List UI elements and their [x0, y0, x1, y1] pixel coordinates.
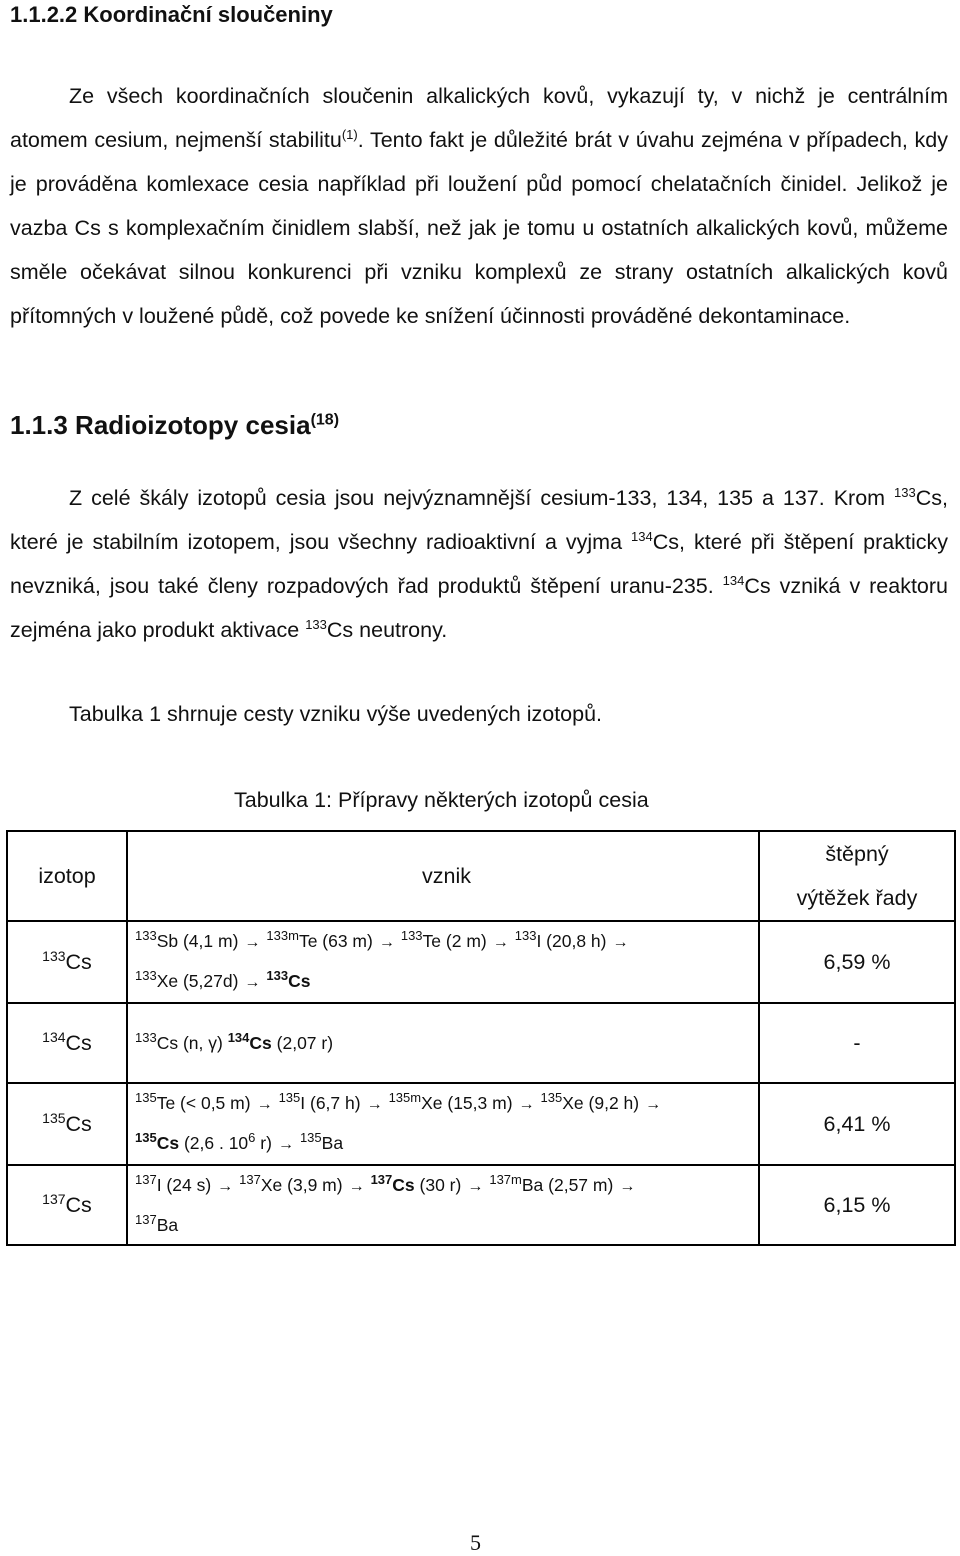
mass-number: 137 [135, 1172, 157, 1188]
mass-number: 133 [305, 616, 327, 632]
subsection-heading: 1.1.2.2 Koordinační sloučeniny [10, 2, 333, 27]
nuclide-text: (2,07 r) [276, 1033, 334, 1053]
mass-number: 137 [239, 1172, 261, 1188]
nuclide-text: Xe (3,9 m) [260, 1175, 343, 1195]
yield-cell: 6,41 % [759, 1083, 955, 1165]
isotope-cell [7, 1003, 127, 1083]
mass-number: 135 [278, 1090, 301, 1106]
mass-number: 137m [489, 1172, 522, 1188]
mass-number: 133 [400, 928, 423, 944]
paragraph-coordination [10, 74, 948, 338]
nuclide-text: Xe (9,2 h) [562, 1093, 640, 1113]
nuclide-text: (2,6 . 10 [183, 1133, 249, 1153]
arrow-icon: → [518, 1096, 535, 1113]
element-symbol: Cs [65, 1030, 92, 1055]
table-header-row [7, 831, 955, 921]
mass-number: 135 [135, 1130, 157, 1146]
nuclide-text: Cs (n, γ) [156, 1033, 223, 1053]
element-symbol: Cs [65, 1192, 92, 1217]
table-row [7, 1165, 955, 1245]
decay-chain-line [135, 922, 758, 962]
isotope-cell [7, 1083, 127, 1165]
paragraph-text: Krom [833, 486, 886, 510]
paragraph-text: Cs neutrony. [326, 618, 448, 642]
mass-number: 137 [135, 1212, 157, 1228]
header-isotope: izotop [7, 831, 127, 921]
isotope-cell [7, 1165, 127, 1245]
mass-number: 133 [266, 968, 289, 984]
mass-number: 135 [42, 1109, 66, 1126]
nuclide-text: Ba [321, 1133, 344, 1153]
mass-number: 134 [227, 1030, 250, 1046]
nuclide-text: (30 r) [419, 1175, 462, 1195]
paragraph-text: Ze všech koordinačních sloučenin alkalických kovů, vykazují ty, v nichž je centrálním atomem cesium, nejmenší stabilitu [10, 84, 948, 152]
mass-number: 135m [388, 1090, 422, 1106]
paragraph-text: . Tento fakt je důležité brát v úvahu zejména v případech, kdy je prováděna komlexace cesia například při loužení půd pomocí chelatačních činidel. Jelikož je vazba Cs s komplexačním činidlem slabší, než jak je tomu u ostatních alkalických kovů, můžeme směle očekávat silnou konkurenci při vzniku komplexů ze strany ostatních alkalických kovů přítomných v loužené půdě, což povede ke snížení účinnosti prováděné dekontaminace. [10, 128, 948, 328]
element-symbol: Cs [65, 1111, 92, 1136]
paragraph-text: Cs vzniká v reaktoru zejména jako produkt aktivace [10, 574, 948, 642]
arrow-icon: → [217, 1178, 234, 1195]
element-symbol: Cs [65, 949, 92, 974]
table-row [7, 1083, 955, 1165]
arrow-icon: → [612, 934, 629, 951]
origin-cell [127, 921, 759, 1003]
decay-chain-line [135, 1206, 758, 1244]
table-row [7, 1003, 955, 1083]
decay-chain-line [135, 1124, 758, 1164]
decay-chain-line [135, 1166, 758, 1206]
section-heading [10, 410, 339, 441]
nuclide-text: Cs [392, 1175, 415, 1195]
nuclide-text: I (20,8 h) [536, 931, 607, 951]
arrow-icon: → [256, 1096, 273, 1113]
header-yield-line: výtěžek řady [796, 886, 918, 910]
mass-number: 134 [631, 528, 653, 544]
arrow-icon: → [366, 1096, 383, 1113]
decay-chain-line [135, 1084, 758, 1124]
header-yield-line: štěpný [825, 842, 889, 866]
mass-number: 135 [135, 1090, 157, 1106]
nuclide-text: Te (< 0,5 m) [156, 1093, 251, 1113]
mass-number: 133 [135, 1030, 157, 1046]
mass-number: 133 [514, 928, 537, 944]
table-intro-text: Tabulka 1 shrnuje cesty vzniku výše uvedených izotopů. [69, 702, 603, 726]
arrow-icon: → [244, 934, 261, 951]
origin-cell [127, 1083, 759, 1165]
arrow-icon: → [348, 1178, 365, 1195]
mass-number: 134 [42, 1028, 66, 1045]
origin-cell [127, 1165, 759, 1245]
arrow-icon: → [378, 934, 395, 951]
arrow-icon: → [645, 1096, 662, 1113]
mass-number: 133 [135, 968, 157, 984]
nuclide-text: Xe (15,3 m) [421, 1093, 513, 1113]
mass-number: 133m [266, 928, 299, 944]
mass-number: 133 [42, 947, 66, 964]
nuclide-text: I (24 s) [156, 1175, 212, 1195]
mass-number: 134 [722, 572, 745, 588]
table-caption: Tabulka 1: Přípravy některých izotopů cesia [234, 788, 649, 812]
nuclide-text: Cs [156, 1133, 180, 1153]
page-number: 5 [470, 1530, 481, 1555]
arrow-icon: → [467, 1178, 484, 1195]
nuclide-text: Cs [249, 1033, 272, 1053]
header-yield [759, 831, 955, 921]
citation-ref: (1) [341, 126, 358, 142]
nuclide-text: Cs [288, 971, 311, 991]
yield-cell: 6,15 % [759, 1165, 955, 1245]
mass-number: 133 [894, 484, 916, 500]
table-row [7, 921, 955, 1003]
arrow-icon: → [619, 1178, 636, 1195]
mass-number: 133 [135, 928, 157, 944]
section-heading-text: 1.1.3 Radioizotopy cesia [10, 410, 311, 440]
paragraph-text: Cs, které při štěpení prakticky nevzniká, jsou také členy rozpadových řad produktů štěpení uranu-235. [10, 530, 948, 598]
nuclide-text: r) [255, 1133, 272, 1153]
mass-number: 137 [42, 1190, 66, 1207]
exponent: 6 [248, 1130, 256, 1146]
isotope-cell [7, 921, 127, 1003]
isotope-table [6, 830, 956, 1246]
decay-chain-line [135, 1024, 758, 1062]
arrow-icon: → [492, 934, 509, 951]
yield-cell: 6,59 % [759, 921, 955, 1003]
nuclide-text: Te (2 m) [422, 931, 487, 951]
mass-number: 135 [299, 1130, 322, 1146]
decay-chain-line [135, 962, 758, 1002]
paragraph-isotopes [10, 476, 948, 652]
citation-ref: (18) [310, 411, 340, 429]
mass-number: 135 [540, 1090, 563, 1106]
arrow-icon: → [277, 1136, 294, 1153]
nuclide-text: Sb (4,1 m) [156, 931, 239, 951]
origin-cell [127, 1003, 759, 1083]
nuclide-text: Ba (2,57 m) [521, 1175, 614, 1195]
yield-cell: - [759, 1003, 955, 1083]
nuclide-text: I (6,7 h) [300, 1093, 361, 1113]
mass-number: 137 [370, 1172, 393, 1188]
nuclide-text: Ba [156, 1215, 179, 1235]
arrow-icon: → [244, 974, 261, 991]
header-origin: vznik [127, 831, 759, 921]
paragraph-text: Cs, které je stabilním izotopem, jsou všechny radioaktivní a vyjma [10, 486, 948, 554]
nuclide-text: Te (63 m) [298, 931, 373, 951]
nuclide-text: Xe (5,27d) [156, 971, 239, 991]
paragraph-text: Z celé škály izotopů cesia jsou nejvýznamnější cesium-133, 134, 135 a 137. [69, 486, 825, 510]
